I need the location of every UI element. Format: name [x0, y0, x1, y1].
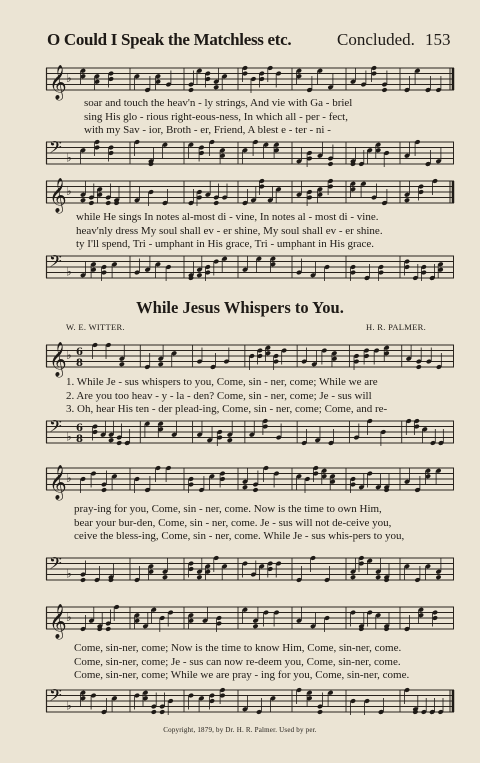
- time-signature: 6: [76, 347, 83, 358]
- concluded-label: Concluded.: [337, 30, 415, 49]
- hymn1-system1-lyrics: [84, 97, 480, 138]
- lyric-line: 1. While Je - sus whispers to you, Come, sin - ner, come; While we are: [66, 376, 378, 388]
- copyright-notice: Copyright, 1879, by Dr. H. R. Palmer. Used by per.: [163, 726, 317, 734]
- treble-clef-icon: 𝄞: [49, 178, 67, 213]
- treble-clef-icon: 𝄞: [49, 604, 67, 639]
- bass-clef-icon: 𝄢: [49, 137, 62, 161]
- time-signature: 6: [76, 423, 83, 434]
- hymn2-system1-treble-staff: [46, 339, 454, 377]
- hymn2-system2-bass-staff: [46, 552, 454, 586]
- hymn2-system1-bass-staff: [46, 415, 454, 449]
- treble-clef-icon: 𝄞: [49, 342, 67, 377]
- flat-icon: ♭: [66, 566, 72, 581]
- lyric-line: Come, sin-ner, come; Now is the time to know Him, Come, sin-ner, come.: [74, 642, 402, 654]
- hymn2-system3-lyrics: [74, 642, 479, 683]
- time-signature: 8: [76, 358, 83, 369]
- page-number: 153: [425, 30, 451, 49]
- lyric-line: sing His glo - rious right-eous-ness, In which all - per - fect,: [84, 110, 348, 123]
- lyric-line: Come, sin-ner, come; While we are pray - ing for you, Come, sin-ner, come.: [74, 669, 410, 681]
- lyric-line: Come, sin-ner, come; Je - sus can now re-deem you, Come, sin-ner, come.: [74, 655, 401, 668]
- treble-clef-icon: 𝄞: [49, 65, 67, 100]
- bass-clef-icon: 𝄢: [49, 416, 62, 440]
- hymn1-title: O Could I Speak the Matchless etc.: [47, 30, 292, 49]
- lyric-line: 3. Oh, hear His ten - der plead-ing, Come, sin - ner, come; Come, and re-: [66, 403, 388, 415]
- flat-icon: ♭: [66, 429, 72, 444]
- hymn2-system2-lyrics: [74, 503, 479, 544]
- treble-clef-icon: 𝄞: [49, 465, 67, 500]
- flat-icon: ♭: [66, 471, 72, 485]
- hymn2-system1-lyrics: [66, 376, 471, 417]
- composer-credit: H. R. PALMER.: [366, 322, 427, 332]
- bass-clef-icon: 𝄢: [49, 553, 62, 577]
- flat-icon: ♭: [66, 264, 72, 279]
- lyricist-credit: W. E. WITTER.: [66, 322, 125, 332]
- lyric-line: ceive the bless-ing, Come, sin - ner, come. While Je - sus whis-pers to you,: [74, 530, 405, 542]
- flat-icon: ♭: [66, 184, 72, 198]
- hymn1-system2-lyrics: [76, 211, 480, 252]
- lyric-line: 2. Are you too heav - y - la - den? Come, sin - ner, come; Je - sus will: [66, 389, 372, 402]
- flat-icon: ♭: [66, 348, 72, 362]
- hymn1-system1-treble-staff: [46, 62, 454, 100]
- bass-clef-icon: 𝄢: [49, 685, 62, 709]
- flat-icon: ♭: [66, 71, 72, 85]
- flat-icon: ♭: [66, 698, 72, 713]
- lyric-line: soar and touch the heav'n - ly strings, And vie with Ga - briel: [84, 97, 353, 109]
- hymn2-system3-bass-staff: [46, 684, 454, 718]
- lyric-line: heav'nly dress My soul shall ev - er shine, My soul shall ev - er shine.: [76, 224, 383, 237]
- hymn2-system3-treble-staff: [46, 601, 454, 639]
- time-signature: 8: [76, 434, 83, 445]
- lyric-line: pray-ing for you, Come, sin - ner, come. Now is the time to own Him,: [74, 503, 382, 515]
- hymn1-system1-bass-staff: [46, 136, 454, 170]
- flat-icon: ♭: [66, 150, 72, 165]
- flat-icon: ♭: [66, 610, 72, 624]
- hymn2-system2-treble-staff: [46, 462, 454, 500]
- hymn2-title: While Jesus Whispers to You.: [136, 298, 344, 317]
- page-header: [0, 30, 480, 56]
- lyric-line: bear your bur-den, Come, sin - ner, come. Je - sus will not de-ceive you,: [74, 516, 392, 529]
- hymn1-system2-treble-staff: [46, 175, 454, 213]
- hymn1-system2-bass-staff: [46, 250, 454, 284]
- bass-clef-icon: 𝄢: [49, 251, 62, 275]
- lyric-line: ty I'll spend, Tri - umphant in His grace, Tri - umphant in His grace.: [76, 238, 375, 250]
- lyric-line: with my Sav - ior, Broth - er, Friend, A blest e - ter - ni -: [84, 124, 331, 136]
- lyric-line: while He sings In notes al-most di - vine, In notes al - most di - vine.: [76, 211, 379, 223]
